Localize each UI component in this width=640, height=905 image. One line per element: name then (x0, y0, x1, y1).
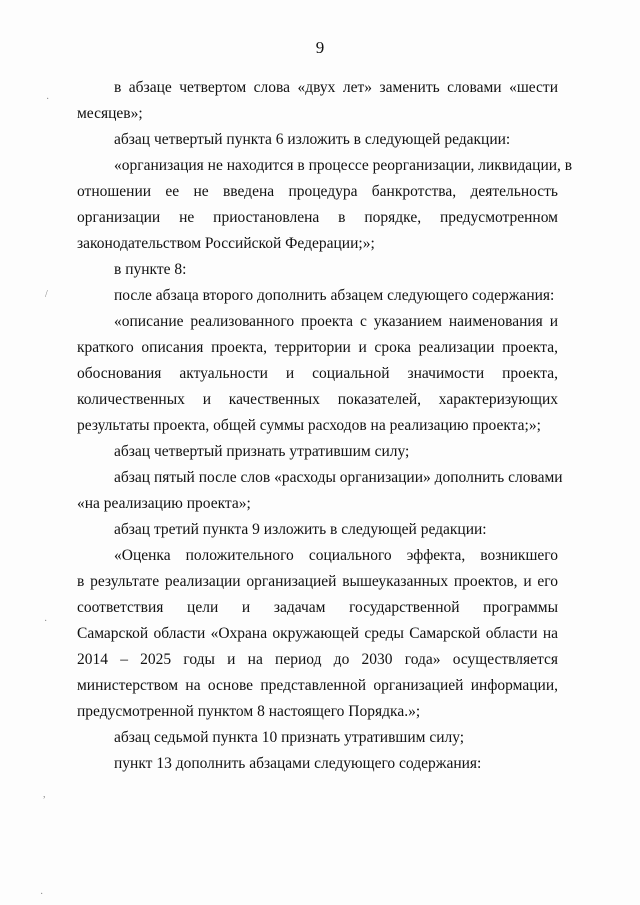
text-line: законодательством Российской Федерации;»; (77, 235, 375, 252)
text-line: месяцев»; (77, 105, 143, 122)
text-line: после абзаца второго дополнить абзацем следующего содержания: (114, 287, 555, 304)
text-line: 2014 – 2025 годы и на период до 2030 года» осуществляется (77, 651, 558, 668)
text-line: в абзаце четвертом слова «двух лет» заменить словами «шести (114, 79, 558, 96)
text-line: абзац четвертый пункта 6 изложить в следующей редакции: (114, 131, 511, 148)
text-line: Самарской области «Охрана окружающей среды Самарской области на (77, 625, 558, 642)
text-line: отношении ее не введена процедура банкротства, деятельность (77, 183, 558, 200)
text-line: абзац четвертый признать утратившим силу; (114, 443, 410, 460)
text-line: «Оценка положительного социального эффекта, возникшего (114, 547, 558, 564)
text-line: абзац третий пункта 9 изложить в следующей редакции: (114, 521, 487, 538)
scan-speck: / (45, 289, 48, 300)
scan-speck: · (46, 94, 50, 105)
text-line: министерством на основе представленной организацией информации, (77, 677, 558, 694)
page-number: 9 (315, 38, 325, 57)
text-line: абзац седьмой пункта 10 признать утратившим силу; (114, 729, 465, 746)
text-line: в пункте 8: (114, 261, 187, 278)
text-line: «на реализацию проекта»; (77, 495, 251, 512)
scan-speck: · (40, 889, 44, 900)
text-line: абзац пятый после слов «расходы организации» дополнить словами (114, 469, 563, 486)
text-line: краткого описания проекта, территории и срока реализации проекта, (77, 339, 558, 356)
scan-speck: · (44, 616, 48, 627)
scan-speck: , (43, 789, 46, 800)
text-line: соответствия цели и задачам государственной программы (77, 599, 558, 616)
text-line: организации не приостановлена в порядке, предусмотренном (77, 209, 558, 226)
text-line: пункт 13 дополнить абзацами следующего содержания: (114, 755, 482, 772)
text-line: количественных и качественных показателей, характеризующих (77, 391, 558, 408)
text-line: предусмотренной пунктом 8 настоящего Порядка.»; (77, 703, 421, 720)
text-line: в результате реализации организацией вышеуказанных проектов, и его (77, 573, 558, 590)
text-line: «описание реализованного проекта с указанием наименования и (114, 313, 558, 330)
text-line: обоснования актуальности и социальной значимости проекта, (77, 365, 558, 382)
text-line: результаты проекта, общей суммы расходов на реализацию проекта;»; (77, 417, 541, 434)
text-line: «организация не находится в процессе реорганизации, ликвидации, в (114, 157, 573, 174)
